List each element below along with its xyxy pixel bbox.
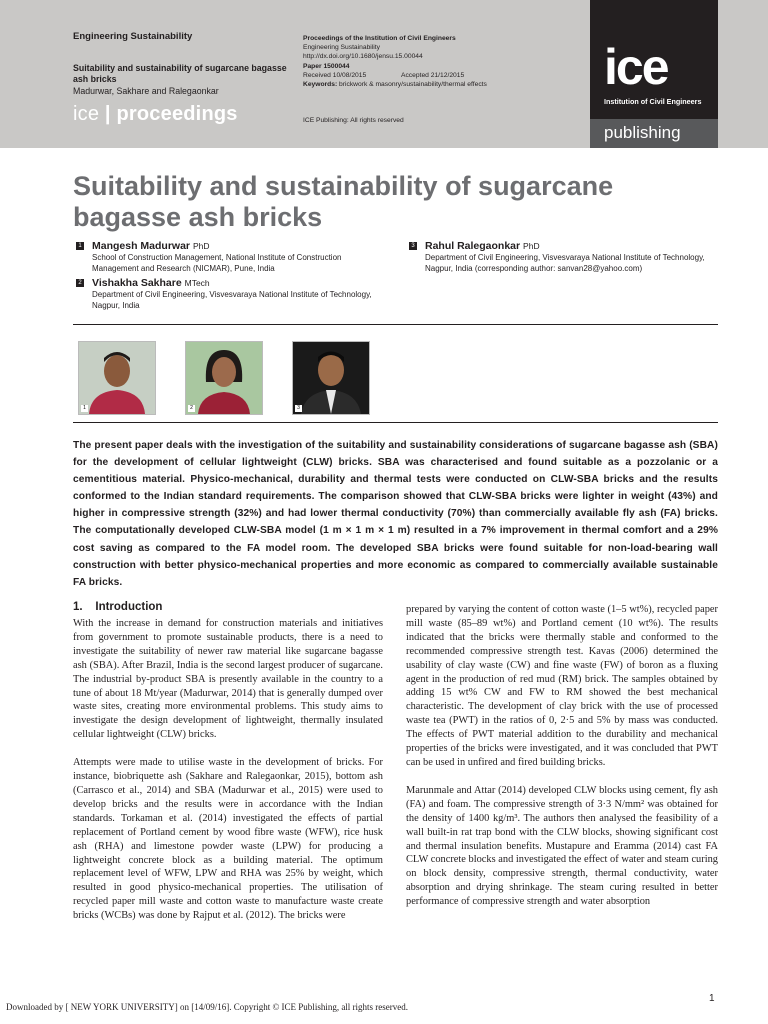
keywords-value: brickwork & masonry/sustainability/thermal effects [337, 81, 487, 89]
paragraph: Marunmale and Attar (2014) developed CLW blocks using cement, fly ash (FA) and foam. The compressive strength of 3·3 N/mm² was obtained for the density of 1400 kg/m³. The authors then analysed the feasibility of a wall built-in rat trap bond with the CLW blocks, showing significant cost and thermal insulation benefits. Mustapure and Eramma (2014) cast FA CLW concrete blocks and investigated the effect of water and steam curing on block density, compressive strength, thermal conductivity, water absorption and drying shrinkage. The steam curing resulted in better performance of compressive strength and water absorption [406, 784, 718, 908]
journal-name: Engineering Sustainability [73, 31, 193, 42]
abstract: The present paper deals with the investigation of the suitability and sustainability considerations of sugarcane bagasse ash (SBA) for the development of cellular lightweight (CLW) bricks. SBA was characterised and found suitable as a pozzolanic or a cementitious material. Physico-mechanical, durability and thermal tests were conducted on CLW-SBA bricks and the results conformed to the Indian standard requirements. The comparison showed that CLW-SBA bricks were lighter in weight (43%) and higher in compressive strength (32%) and had lower thermal conductivity (70%) than commercially available fly ash (FA) bricks. The computationally developed CLW-SBA model (1 m × 1 m × 1 m) resulted in a 7% improvement in thermal comfort and a 29% cost saving as compared to the FA model room. The developed SBA bricks were found suitable for non-load-bearing wall construction with better physico-mechanical properties and more economic as compared to commercially available sustainable FA bricks. [73, 440, 718, 588]
logo-ice-word: ice [604, 39, 668, 95]
page-number: 1 [709, 993, 715, 1004]
author-2 [78, 277, 382, 311]
author-degree: PhD [523, 241, 540, 251]
author-photo-1 [78, 341, 156, 415]
section-number: 1. [73, 601, 83, 613]
photo-number: 2 [188, 405, 195, 412]
author-name-text: Mangesh Madurwar [92, 240, 191, 252]
author-affiliation: Department of Civil Engineering, Visvesvaraya National Institute of Technology, Nagpur, India (corresponding author: sanvan28@yahoo.com) [425, 253, 705, 273]
author-name [92, 240, 382, 253]
accepted-date: Accepted 21/12/2015 [401, 71, 465, 79]
author-name [425, 240, 715, 253]
proceedings-name: Proceedings of the Institution of Civil Engineers [303, 35, 456, 42]
brand-ice: ice [73, 103, 100, 125]
author-number: 3 [409, 242, 417, 250]
running-title: Suitability and sustainability of sugarcane bagasse ash bricks [73, 63, 287, 84]
author-photo-3 [292, 341, 370, 415]
page-title: Suitability and sustainability of sugarcane bagasse ash bricks [73, 171, 614, 232]
journal-name-2: Engineering Sustainability [303, 44, 380, 52]
journal-header [0, 0, 768, 148]
keywords-label: Keywords: [303, 81, 338, 89]
divider-bottom [73, 422, 718, 423]
logo-publishing: publishing [604, 123, 681, 142]
author-name [92, 277, 382, 290]
photo-number: 1 [81, 405, 88, 412]
brand-proceedings: proceedings [116, 103, 238, 125]
section-title: Introduction [95, 601, 163, 613]
keywords-line [303, 80, 583, 89]
ice-proceedings-brand [73, 103, 238, 126]
rights-notice: ICE Publishing: All rights reserved [303, 117, 404, 124]
author-3 [411, 240, 715, 274]
author-number: 2 [76, 279, 84, 287]
portrait-icon [79, 342, 155, 414]
author-degree: MTech [184, 278, 210, 288]
portrait-icon [186, 342, 262, 414]
body-column-left [73, 617, 383, 923]
author-1 [78, 240, 382, 274]
author-affiliation: Department of Civil Engineering, Visvesvaraya National Institute of Technology, Nagpur, India [92, 290, 372, 310]
ice-publishing-logo [590, 0, 718, 148]
author-name-text: Rahul Ralegaonkar [425, 240, 521, 252]
author-degree: PhD [192, 241, 210, 251]
section-heading [73, 601, 162, 613]
logo-institution: Institution of Civil Engineers [604, 97, 702, 106]
brand-separator: | [99, 103, 117, 125]
portrait-icon [293, 342, 369, 414]
publication-info [303, 34, 583, 89]
paragraph: With the increase in demand for construction materials and initiatives from government to promote sustainable products, there is a need to investigate the suitability of newer raw material like sugarcane bagasse ash (SBA). After Brazil, India is the second largest producer of sugarcane. The industrial by-product SBA is presently available in the country to a tune of about 18 Mt/year (Madurwar, 2014) that is generally dumped over waste sites, creating more environmental problems. This study aims to investigate the design development of lightweight, thermally insulated cellular lightweight (CLW) bricks. [73, 618, 383, 741]
dates-row [303, 71, 583, 80]
author-affiliation: School of Construction Management, National Institute of Construction Management and Research (NICMAR), Pune, India [92, 253, 342, 273]
author-photo-2 [185, 341, 263, 415]
paragraph: prepared by varying the content of cotton waste (1–5 wt%), recycled paper mill waste (85–89 wt%) and Portland cement (10 wt%). The results indicated that the bricks were thermally stable and conformed to the recommended compressive strength test. Kavas (2006) determined the usability of clay waste (CW) and fine waste (FW) of boron as a fluxing agent in the production of red mud (RM) brick. The samples obtained by adding 15 wt% CW and FW to RM showed the best mechanical characteristic. The development of clay brick with the use of processed waste tea (PWT) in the ratios of 0, 2·5 and 5% by mass was conducted. The effects of PWT material addition to the durability and mechanical properties of the bricks were investigated, and it was concluded that PWT can be used in unfired and fired building bricks. [406, 604, 718, 768]
body-column-right [406, 603, 718, 909]
photo-number: 3 [295, 405, 302, 412]
doi-link[interactable]: http://dx.doi.org/10.1680/jensu.15.00044 [303, 53, 423, 61]
running-authors: Madurwar, Sakhare and Ralegaonkar [73, 86, 219, 96]
received-date: Received 10/08/2015 [303, 71, 367, 79]
paragraph: Attempts were made to utilise waste in the development of bricks. For instance, biobriquette ash (Sakhare and Ralegaonkar, 2015), bottom ash (Carrasco et al., 2014) and SBA (Madurwar et al., 2015) were used to develop bricks and the results were in accordance with the Indian standards. Torkaman et al. (2014) investigated the effects of partial replacement of Portland cement by wood fibre waste (WFW), rice husk ash (RHA) and limestone powder waste (LPW) for producing a lightweight concrete block as a building material. The optimum replacement level of WFW, LPW and RHA was 25% by weight, which resulted in good physico-mechanical properties. The utilisation of recycled paper mill waste and cotton waste to manufacture waste create bricks (WCBs) was done by Rajput et al. (2012). The bricks were [73, 757, 383, 922]
paper-number: Paper 1500044 [303, 62, 350, 70]
divider-top [73, 324, 718, 325]
author-name-text: Vishakha Sakhare [92, 277, 182, 289]
author-number: 1 [76, 242, 84, 250]
download-footer: Downloaded by [ NEW YORK UNIVERSITY] on [14/09/16]. Copyright © ICE Publishing, all rights reserved. [6, 1002, 409, 1012]
